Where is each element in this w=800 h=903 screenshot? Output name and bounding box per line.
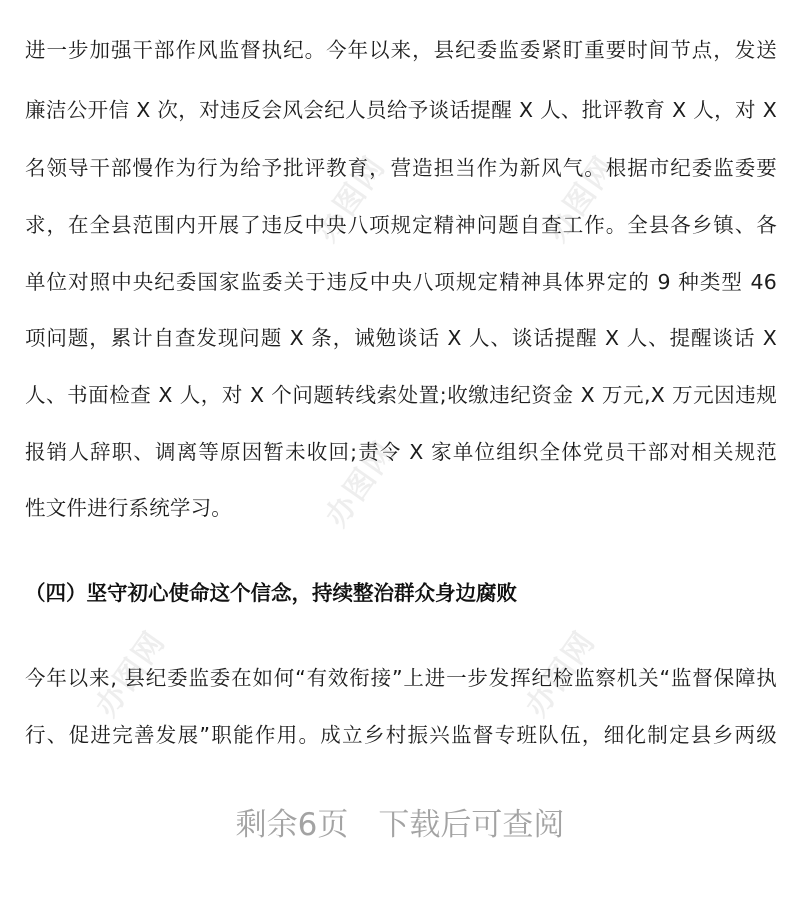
watermark: 办图网 bbox=[309, 149, 393, 249]
download-prompt[interactable] bbox=[0, 805, 800, 845]
download-hint-label: 下载后可查阅 bbox=[378, 807, 565, 843]
text-line: 报销人辞职、调离等原因暂未收回;责令 X 家单位组织全体党员干部对相关规范 bbox=[25, 440, 777, 464]
watermark: 办图网 bbox=[89, 624, 173, 724]
remaining-pages-label: 剩余6页 bbox=[235, 807, 349, 843]
text-line: 今年以来, 县纪委监委在如何“有效衔接”上进一步发挥纪检监察机关“监督保障执 bbox=[25, 666, 777, 690]
text-line: 廉洁公开信 X 次，对违反会风会纪人员给予谈话提醒 X 人、批评教育 X 人，对 X bbox=[25, 98, 777, 122]
text-line: 行、促进完善发展”职能作用。成立乡村振兴监督专班队伍，细化制定县乡两级 bbox=[25, 723, 777, 747]
watermark: 办图网 bbox=[319, 434, 403, 534]
text-line: 项问题，累计自查发现问题 X 条，诫勉谈话 X 人、谈话提醒 X 人、提醒谈话 X bbox=[25, 326, 777, 350]
text-line: 单位对照中央纪委国家监委关于违反中央八项规定精神具体界定的 9 种类型 46 bbox=[25, 270, 777, 294]
watermark: 办图网 bbox=[539, 149, 623, 249]
text-line: 名领导干部慢作为行为给予批评教育，营造担当作为新风气。根据市纪委监委要 bbox=[25, 156, 777, 180]
text-line: 求，在全县范围内开展了违反中央八项规定精神问题自查工作。全县各乡镇、各 bbox=[25, 213, 777, 237]
text-line: 性文件进行系统学习。 bbox=[25, 496, 232, 520]
section-heading: （四）坚守初心使命这个信念，持续整治群众身边腐败 bbox=[25, 581, 517, 605]
text-line: 人、书面检查 X 人，对 X 个问题转线索处置;收缴违纪资金 X 万元,X 万元因违规 bbox=[25, 383, 777, 407]
watermark: 办图网 bbox=[519, 624, 603, 724]
text-line: 进一步加强干部作风监督执纪。今年以来，县纪委监委紧盯重要时间节点，发送 bbox=[25, 38, 777, 62]
